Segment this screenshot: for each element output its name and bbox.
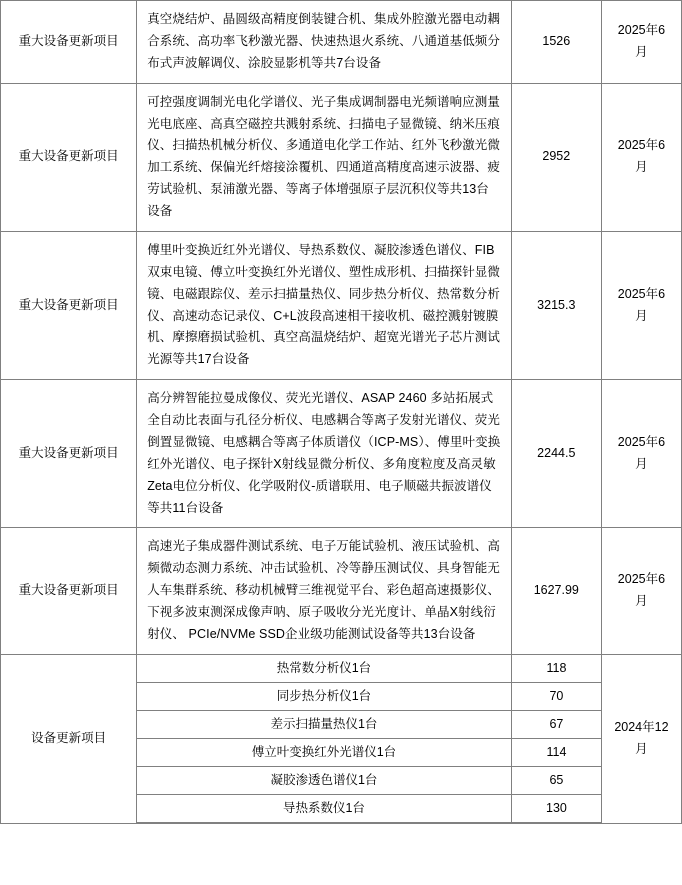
sub-item-amount: 114 [511, 738, 601, 766]
row-category: 设备更新项目 [1, 654, 137, 823]
row-amount: 2244.5 [511, 380, 601, 528]
row-category: 重大设备更新项目 [1, 380, 137, 528]
row-date: 2025年6月 [601, 528, 681, 654]
row-amount: 3215.3 [511, 231, 601, 379]
row-amount: 1526 [511, 1, 601, 84]
sub-item-description: 傅立叶变换红外光谱仪1台 [137, 738, 511, 766]
sub-item-row [137, 682, 601, 710]
sub-item-amount: 67 [511, 710, 601, 738]
sub-item-row [137, 655, 601, 683]
row-category: 重大设备更新项目 [1, 1, 137, 84]
row-amount: 2952 [511, 83, 601, 231]
sub-item-description: 凝胶渗透色谱仪1台 [137, 766, 511, 794]
row-description: 真空烧结炉、晶圆级高精度倒装键合机、集成外腔激光器电动耦合系统、高功率飞秒激光器、快速热退火系统、八通道基低频分布式声波解调仪、涂胶显影机等共7台设备 [137, 1, 512, 84]
sub-item-amount: 118 [511, 655, 601, 683]
table-row [1, 83, 682, 231]
row-description: 高速光子集成器件测试系统、电子万能试验机、液压试验机、高频微动态测力系统、冲击试验机、冷等静压测试仪、具身智能无人车集群系统、移动机械臂三维视觉平台、彩色超高速摄影仪、下视多波束测深成像声呐、原子吸收分光光度计、单晶X射线衍射仪、 PCIe/NVMe SSD企业级功能测试设备等共13台设备 [137, 528, 512, 654]
table-row [1, 231, 682, 379]
row-description: 可控强度调制光电化学谱仪、光子集成调制器电光频谱响应测量光电底座、高真空磁控共溅射系统、扫描电子显微镜、纳米压痕仪、扫描热机械分析仪、多通道电化学工作站、红外飞秒激光微加工系统、保偏光纤熔接涂覆机、四通道高精度高速示波器、疲劳试验机、泵浦激光器、等离子体增强原子层沉积仪等共13台设备 [137, 83, 512, 231]
table-row [1, 380, 682, 528]
table-row-grouped [1, 654, 682, 823]
row-category: 重大设备更新项目 [1, 231, 137, 379]
sub-item-amount: 130 [511, 794, 601, 822]
row-date: 2025年6月 [601, 380, 681, 528]
row-description: 高分辨智能拉曼成像仪、荧光光谱仪、ASAP 2460 多站拓展式全自动比表面与孔径分析仪、电感耦合等离子发射光谱仪、荧光倒置显微镜、电感耦合等离子体质谱仪（ICP-MS）、傅里叶变换红外光谱仪、电子探针X射线显微分析仪、多角度粒度及高灵敏Zeta电位分析仪、化学吸附仪-质谱联用、电子顺磁共振波谱仪等共11台设备 [137, 380, 512, 528]
table-row [1, 1, 682, 84]
sub-item-amount: 70 [511, 682, 601, 710]
row-amount: 1627.99 [511, 528, 601, 654]
sub-items-container [137, 654, 602, 823]
sub-item-description: 导热系数仪1台 [137, 794, 511, 822]
sub-item-description: 差示扫描量热仪1台 [137, 710, 511, 738]
row-description: 傅里叶变换近红外光谱仪、导热系数仪、凝胶渗透色谱仪、FIB双束电镜、傅立叶变换红外光谱仪、塑性成形机、扫描探针显微镜、电磁跟踪仪、差示扫描量热仪、同步热分析仪、热常数分析仪、高速动态记录仪、C+L波段高速相干接收机、磁控溅射镀膜机、摩擦磨损试验机、真空高温烧结炉、超宽光谱光子芯片测试光源等共17台设备 [137, 231, 512, 379]
sub-item-description: 同步热分析仪1台 [137, 682, 511, 710]
sub-item-row [137, 738, 601, 766]
sub-item-description: 热常数分析仪1台 [137, 655, 511, 683]
sub-item-row [137, 766, 601, 794]
row-date: 2025年6月 [601, 231, 681, 379]
row-category: 重大设备更新项目 [1, 528, 137, 654]
sub-items-table [137, 655, 601, 823]
table-row [1, 528, 682, 654]
sub-item-amount: 65 [511, 766, 601, 794]
sub-item-row [137, 710, 601, 738]
row-category: 重大设备更新项目 [1, 83, 137, 231]
row-date: 2024年12月 [601, 654, 681, 823]
row-date: 2025年6月 [601, 83, 681, 231]
sub-item-row [137, 794, 601, 822]
row-date: 2025年6月 [601, 1, 681, 84]
